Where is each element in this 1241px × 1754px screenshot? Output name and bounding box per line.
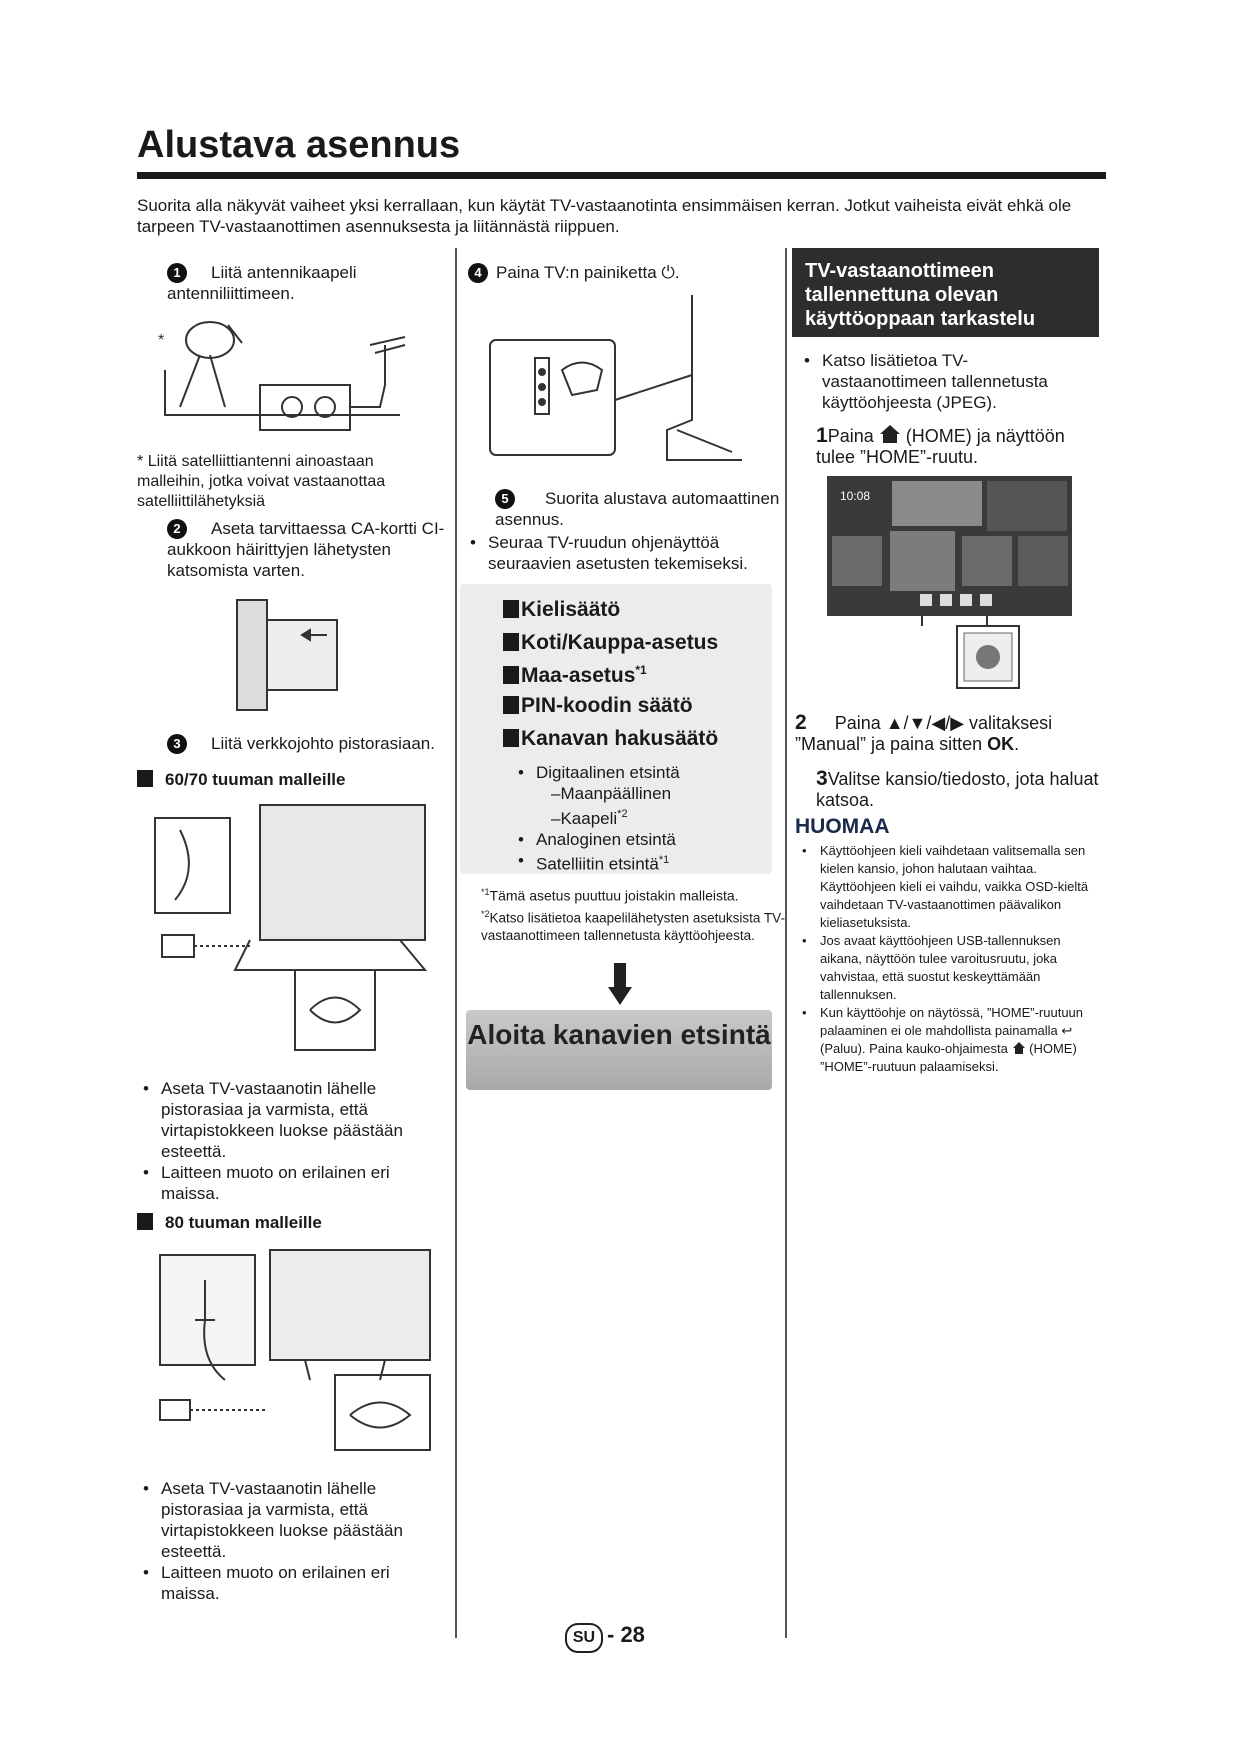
satellite-search: Satelliitin etsintä: [536, 854, 659, 874]
step2: [167, 518, 452, 581]
step3-text: Liitä verkkojohto pistorasiaan.: [211, 734, 435, 753]
page-footer: [565, 1622, 645, 1653]
footnote-2: Katso lisätietoa kaapelilähetysten asetuksista TV-vastaanottimeen tallennetusta käyttöohjeesta.: [481, 910, 785, 944]
subheading-60-70: [137, 770, 345, 790]
power-icon: ⏻.: [661, 263, 680, 282]
down-arrow-icon: [608, 963, 632, 1007]
analog-search: • Analoginen etsintä: [536, 829, 768, 850]
step5: [495, 488, 785, 530]
manual-section-header: TV-vastaanottimeen tallennettuna olevan käyttöoppaan tarkastelu: [792, 248, 1099, 337]
manual-step1: [816, 424, 1106, 468]
bullets-60-70: [137, 1078, 437, 1204]
notes-list: [800, 842, 1105, 1076]
title-rule: [137, 172, 1106, 179]
terrestrial: –Maanpäällinen: [551, 784, 672, 803]
footnote-mark-1: *1: [635, 663, 647, 677]
step2-text: Aseta tarvittaessa CA-kortti CI-aukkoon häirittyjen lähetysten katsomista varten.: [167, 519, 445, 580]
aerial-antenna-icon: [370, 337, 405, 345]
manual-step3-number: 3: [816, 767, 828, 790]
manual-step1-text-a: Paina: [827, 426, 874, 446]
home-icon: [1012, 1041, 1026, 1055]
manual-step3: [816, 768, 1101, 811]
subheading-80: [137, 1213, 322, 1233]
footnote-mark-1b: *1: [658, 853, 670, 866]
step5-instructions: [470, 532, 785, 574]
home-icon: [879, 424, 901, 442]
bullet-60-70-1: • Aseta TV-vastaanotin lähelle pistorasiaa ja varmista, että virtapistokkeen luokse päästään esteettä.: [161, 1078, 437, 1162]
step1-text: Liitä antennikaapeli antenniliittimeen.: [167, 263, 357, 303]
step4-number: 4: [468, 263, 488, 283]
step5-text: Suorita alustava automaattinen asennus.: [495, 489, 780, 529]
fn1-mark: *1: [481, 887, 490, 897]
antenna-illustration: [150, 315, 410, 435]
satellite-note-text: Liitä satelliittiantenni ainoastaan malleihin, jotka voivat vastaanottaa satelliittilähetyksiä: [137, 453, 386, 510]
note-3-text-a: Kun käyttöohje on näytössä, ”HOME”-ruutuun palaaminen ei ole mahdollista painamalla: [820, 1005, 1084, 1038]
subheading-60-70-text: 60/70 tuuman malleille: [165, 770, 346, 789]
bullet-80-2: • Laitteen muoto on erilainen eri maissa.: [161, 1562, 437, 1604]
page-number: - 28: [607, 1622, 645, 1647]
square-bullet-icon: [137, 1213, 153, 1230]
ci-card-illustration: [232, 595, 342, 715]
note-1: • Käyttöohjeen kieli vaihdetaan valitsemalla sen kielen kansio, johon halutaan vaihtaa. Käyttöohjeen kieli ei vaihdu, vaikka OSD-kieltä vaihdetaan TV-vastaanottimen päävalikon kieliasetuksista.: [820, 842, 1105, 932]
digital-search: Digitaalinen etsintä: [536, 763, 680, 782]
note-2: • Jos avaat käyttöohjeen USB-tallennuksen aikana, näyttöön tulee varoitusruutu, joka vahvistaa, että suostut keskeyttämään tallennuksen.: [820, 932, 1105, 1004]
cable: –Kaapeli: [551, 808, 618, 828]
footnote-mark-2: *2: [617, 808, 628, 820]
setting-home-store: Koti/Kauppa-asetus: [503, 631, 718, 655]
note-3: [820, 1004, 1105, 1076]
footnote-1: Tämä asetus puuttuu joistakin malleista.: [489, 887, 739, 904]
note-title: HUOMAA: [795, 815, 890, 838]
language-badge: SU: [565, 1623, 603, 1653]
step1-number: 1: [167, 263, 187, 283]
square-bullet-icon: [137, 770, 153, 787]
search-options-list: [518, 762, 768, 874]
manual-intro-bullet: • Katso lisätietoa TV-vastaanottimeen tallennetusta käyttöohjeesta (JPEG).: [822, 350, 1090, 413]
intro-text: Suorita alla näkyvät vaiheet yksi kerrallaan, kun käytät TV-vastaanotinta ensimmäisen kerran. Jotkut vaiheista eivät ehkä ole tarpeen TV-vastaanottimen asennuksesta ja liitännästä riippuen.: [137, 196, 1072, 236]
fn2-mark: *2: [481, 908, 490, 919]
screen-clock: 10:08: [840, 489, 871, 503]
tv-power-80-illustration: [150, 1245, 435, 1455]
manual-step2: 2 Paina ▲/▼/◀/▶ valitaksesi ”Manual” ja paina sitten OK.: [795, 711, 1053, 754]
step5-bullet: • Seuraa TV-ruudun ohjenäyttöä seuraavien asetusten tekemiseksi.: [488, 532, 785, 574]
tv-power-button-illustration: [487, 290, 752, 470]
setting-country: Maa-asetus$^{*1}$: [503, 663, 647, 688]
note-3-text-b: (Paluu). Paina kauko-ohjaimesta: [820, 1041, 1008, 1056]
step3-number: 3: [167, 734, 187, 754]
footnotes: [481, 883, 786, 945]
bullet-60-70-2: • Laitteen muoto on erilainen eri maissa.: [161, 1162, 437, 1204]
column-divider-left: [455, 248, 457, 1638]
satellite-star: *: [158, 332, 165, 349]
bullet-80-1: • Aseta TV-vastaanotin lähelle pistorasiaa ja varmista, että virtapistokkeen luokse päästään esteettä.: [161, 1478, 437, 1562]
satellite-dish-icon: [186, 322, 234, 358]
manual-step3-text: Valitse kansio/tiedosto, jota haluat katsoa.: [816, 769, 1099, 810]
manual-step2-text: Paina ▲/▼/◀/▶ valitaksesi ”Manual” ja paina sitten: [795, 713, 1053, 754]
step3: [167, 733, 467, 754]
start-channel-search-banner: Aloita kanavien etsintä: [466, 1010, 772, 1090]
step4-text: Paina TV:n painiketta: [496, 263, 657, 282]
manual-step2-number: 2: [795, 711, 807, 734]
satellite-note: [137, 452, 442, 512]
satellite-note-star: *: [137, 453, 144, 470]
ok-key: OK: [987, 734, 1015, 754]
home-screen-illustration: [822, 476, 1092, 696]
manual-step1-number: 1: [816, 424, 828, 447]
bullets-80: [137, 1478, 437, 1604]
setting-channel-search: Kanavan hakusäätö: [503, 727, 718, 751]
step5-number: 5: [495, 489, 515, 509]
tv-power-60-70-illustration: [150, 800, 430, 1055]
step2-number: 2: [167, 519, 187, 539]
manual-intro: [800, 350, 1090, 413]
step1: [167, 262, 447, 304]
setting-language: Kielisäätö: [503, 598, 620, 622]
note-3-text-c: (HOME) ”HOME”-ruutuun palaamiseksi.: [820, 1041, 1077, 1074]
setting-pin: PIN-koodin säätö: [503, 694, 693, 718]
subheading-80-text: 80 tuuman malleille: [165, 1213, 322, 1232]
return-icon: ↩: [1061, 1023, 1073, 1038]
manual-step1-text-b: (HOME) ja näyttöön tulee ”HOME”-ruutu.: [816, 426, 1065, 467]
step4: [468, 262, 778, 283]
page-title: Alustava asennus: [137, 124, 461, 166]
